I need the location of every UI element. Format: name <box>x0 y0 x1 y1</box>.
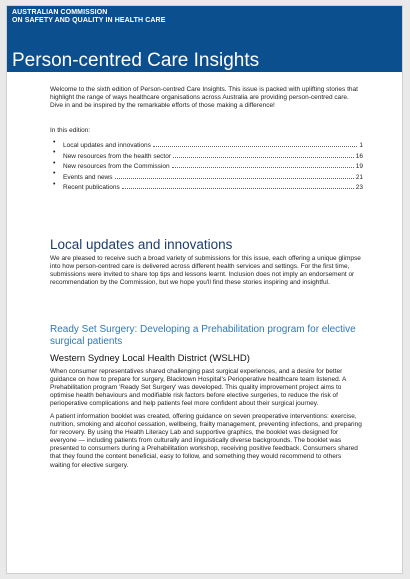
toc-item-page: 16 <box>355 152 363 160</box>
article-title: Ready Set Surgery: Developing a Prehabilitation program for elective surgical patients <box>50 324 356 347</box>
toc-item[interactable] <box>53 159 363 171</box>
article-organisation: Western Sydney Local Health District (WSLHD) <box>50 353 250 364</box>
bullet-icon: • <box>53 139 56 146</box>
section-heading: Local updates and innovations <box>50 237 233 252</box>
bullet-icon: • <box>53 170 56 178</box>
toc-item[interactable] <box>53 180 363 191</box>
edition-label: In this edition: <box>50 127 91 134</box>
organisation-logo <box>12 9 165 25</box>
toc-item[interactable] <box>53 170 363 181</box>
intro-paragraph: Welcome to the sixth edition of Person-centred Care Insights. This issue is packed with uplifting stories that highlight the range of ways healthcare organisations across Australia are providing person-centred care. Dive in and be inspired by the remarkable efforts of those making a difference! <box>50 86 358 110</box>
toc-item-page: 23 <box>355 183 363 191</box>
toc-item[interactable] <box>53 139 363 150</box>
toc-leader <box>122 188 354 189</box>
toc-item-label: Recent publications <box>63 183 120 191</box>
toc-item-label: Local updates and innovations <box>63 142 151 150</box>
publication-title: Person-centred Care Insights <box>12 49 260 71</box>
toc-leader <box>172 167 354 168</box>
toc-leader <box>153 146 358 147</box>
toc-item-page: 19 <box>355 163 363 171</box>
org-name-line1: AUSTRALIAN COMMISSION <box>12 9 108 16</box>
bullet-icon: • <box>53 149 56 157</box>
toc-item-page: 21 <box>355 173 363 181</box>
toc-item-label: New resources from the Commission <box>63 163 170 171</box>
org-name-line2: ON SAFETY AND QUALITY IN HEALTH CARE <box>12 17 166 24</box>
toc-leader <box>173 157 354 158</box>
toc-item-label: Events and news <box>63 173 113 181</box>
document-page <box>6 5 403 574</box>
toc-item-page: 1 <box>359 142 363 150</box>
header-banner <box>7 6 402 72</box>
table-of-contents <box>53 139 363 191</box>
toc-item-label: New resources from the health sector <box>63 152 172 160</box>
article-paragraph-2: A patient information booklet was created, offering guidance on seven preoperative interventions: exercise, nutrition, smoking and alcohol cessation, wellbeing, frailty management, preventing infections, and preparing for recovery. By using the Health Literacy Lab and supportive graphics, the booklet was designed for everyone — including patients from culturally and linguistically diverse backgrounds. The booklet was presented to consumers during a Prehabilitation workshop, receiving positive feedback. Consumers shared that they found the content beneficial, easy to follow, and something they would recommend to others waiting for elective surgery. <box>50 413 362 469</box>
toc-item[interactable] <box>53 149 363 160</box>
article-paragraph-1: When consumer representatives shared challenging past surgical experiences, and a desire for better guidance on how to prepare for surgery, Blacktown Hospital's Perioperative healthcare team listened. A Prehabilitation program 'Ready Set Surgery' was developed. This quality improvement project aims to optimise health behaviours and modifiable risk factors before elective surgeries, to reduce the risk of perioperative complications and help patients feel more confident about their surgical journey. <box>50 368 346 408</box>
bullet-icon: • <box>53 180 56 188</box>
section-intro-paragraph: We are pleased to receive such a broad variety of submissions for this issue, each offering a unique glimpse into how person-centred care is delivered across different health services and settings. For the first time, submissions were invited to share top tips and lessons learnt. Inclusion does not imply an endorsement or recommendation by the Commission, but we hope you'll find these stories inspiring and insightful. <box>50 255 361 287</box>
bullet-icon: • <box>53 159 56 167</box>
toc-leader <box>115 178 354 179</box>
